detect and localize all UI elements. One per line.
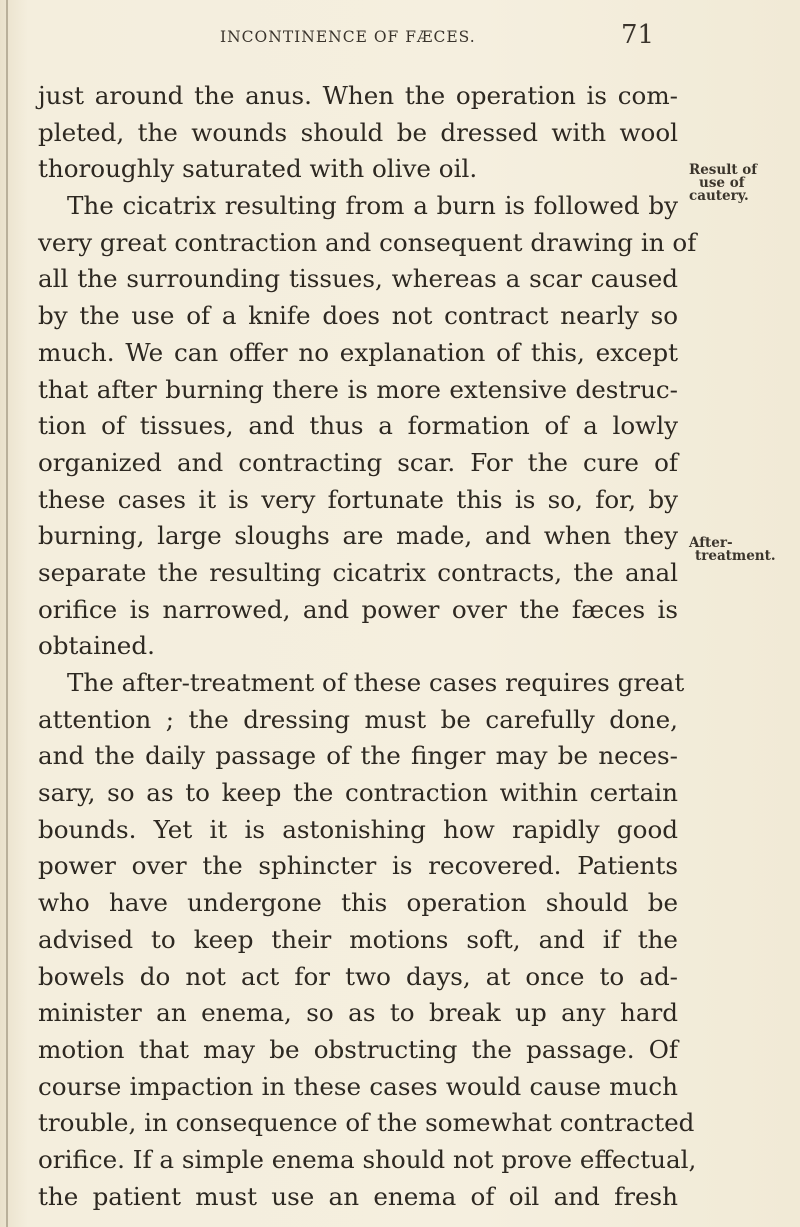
margin-note-cautery: [689, 164, 757, 203]
text-line: the patient must use an enema of oil and fresh: [38, 1181, 678, 1211]
text-line: obtained.: [38, 631, 155, 661]
text-line: these cases it is very fortunate this is so, for, by: [38, 484, 678, 514]
header-title: INCONTINENCE OF FÆCES.: [220, 28, 476, 46]
text-line: power over the sphincter is recovered. Patients: [38, 851, 678, 881]
page-number: 71: [621, 20, 655, 50]
text-line: tion of tissues, and thus a formation of a lowly: [38, 411, 678, 441]
text-line: The after-treatment of these cases requires great: [67, 668, 685, 697]
text-line: by the use of a knife does not contract nearly so: [38, 301, 678, 331]
text-line: organized and contracting scar. For the cure of: [38, 447, 678, 477]
text-line: orifice is narrowed, and power over the fæces is: [38, 594, 678, 624]
text-line: advised to keep their motions soft, and if the: [38, 924, 678, 954]
text-line: separate the resulting cicatrix contracts, the anal: [38, 557, 678, 587]
text-line: trouble, in consequence of the somewhat contracted: [38, 1108, 695, 1138]
text-line: The cicatrix resulting from a burn is followed by: [67, 191, 678, 221]
text-line: all the surrounding tissues, whereas a scar caused: [38, 264, 678, 294]
margin-note-line: After-: [689, 535, 733, 551]
text-line: orifice. If a simple enema should not prove effectual,: [38, 1144, 697, 1174]
text-line: pleted, the wounds should be dressed with wool: [38, 117, 678, 147]
text-line: that after burning there is more extensive destruc-: [38, 374, 678, 404]
margin-note-line: treatment.: [695, 548, 776, 564]
text-line: minister an enema, so as to break up any hard: [38, 998, 678, 1028]
margin-note-line: cautery.: [689, 188, 749, 204]
text-line: just around the anus. When the operation is com-: [38, 81, 678, 110]
text-line: very great contraction and consequent drawing in of: [38, 227, 697, 257]
page-spine-edge: [6, 0, 8, 1227]
margin-note-line: use of: [699, 175, 745, 191]
body-text: [38, 78, 697, 1215]
text-line: thoroughly saturated with olive oil.: [38, 154, 478, 184]
running-header: [0, 6, 800, 50]
text-line: sary, so as to keep the contraction within certain: [38, 778, 678, 808]
text-line: bounds. Yet it is astonishing how rapidly good: [38, 814, 678, 844]
text-line: much. We can offer no explanation of this, except: [38, 337, 678, 367]
text-line: motion that may be obstructing the passage. Of: [38, 1034, 678, 1064]
text-line: attention ; the dressing must be carefully done,: [38, 704, 678, 734]
margin-note-after-treatment: [689, 537, 776, 563]
text-line: who have undergone this operation should be: [38, 888, 678, 918]
text-line: and the daily passage of the finger may be neces-: [38, 741, 678, 771]
margin-note-line: Result of: [689, 162, 758, 178]
text-line: course impaction in these cases would cause much: [38, 1071, 678, 1101]
text-line: burning, large sloughs are made, and when they: [38, 521, 678, 551]
text-line: bowels do not act for two days, at once to ad-: [38, 961, 678, 991]
